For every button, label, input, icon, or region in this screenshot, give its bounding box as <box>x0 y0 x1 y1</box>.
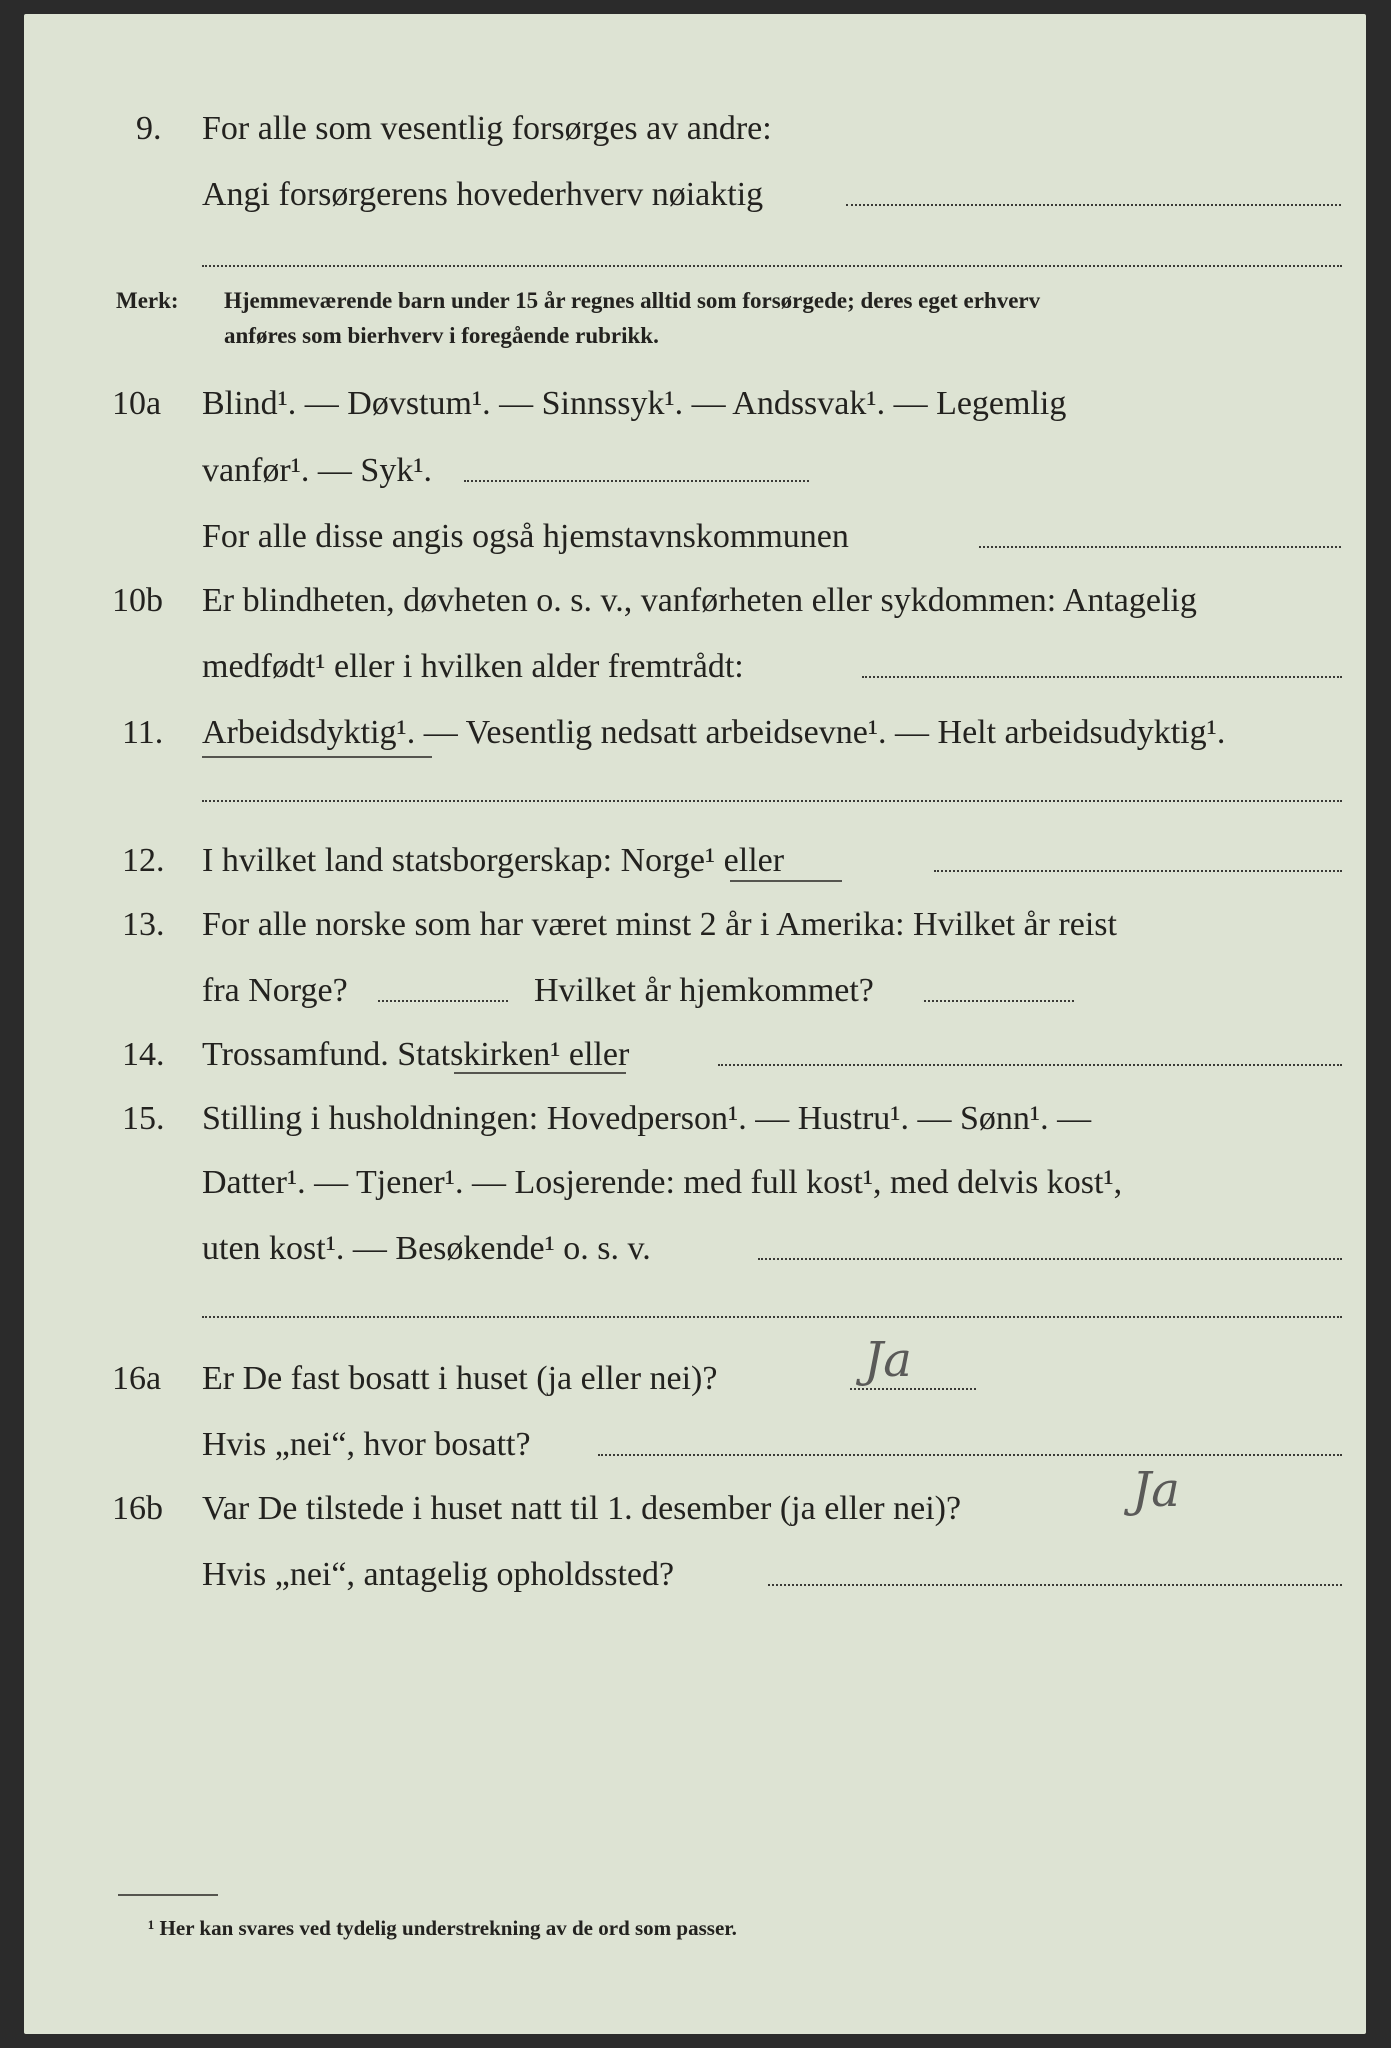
item-number: 16a <box>112 1360 162 1397</box>
answer-line[interactable] <box>924 1000 1074 1002</box>
question-text: medfødt¹ eller i hvilken alder fremtrådt: <box>202 648 744 685</box>
note-label: Merk: <box>116 288 179 313</box>
question-text: Hvis „nei“, antagelig opholdssted? <box>202 1556 675 1593</box>
question-text: fra Norge? <box>202 972 348 1009</box>
footnote: ¹ Her kan svares ved tydelig understrekning av de ord som passer. <box>148 1916 737 1940</box>
answer-line[interactable] <box>202 800 1342 802</box>
footnote-rule <box>118 1894 218 1896</box>
note-text: anføres som bierhverv i foregående rubrikk. <box>224 323 659 348</box>
item-number: 13. <box>122 906 165 943</box>
item-number: 11. <box>122 714 164 751</box>
item-number: 9. <box>136 110 162 147</box>
census-form-page <box>24 14 1366 2034</box>
item-number: 15. <box>122 1100 165 1137</box>
question-text: Blind¹. — Døvstum¹. — Sinnssyk¹. — Andssvak¹. — Legemlig <box>202 385 1067 422</box>
handwritten-underline <box>730 880 842 882</box>
item-number: 12. <box>122 842 165 879</box>
question-text: vanfør¹. — Syk¹. <box>202 452 433 489</box>
answer-line[interactable] <box>979 546 1341 548</box>
answer-line[interactable] <box>768 1584 1342 1586</box>
question-text: Hvilket år hjemkommet? <box>534 972 874 1009</box>
question-text: Er blindheten, døvheten o. s. v., vanførheten eller sykdommen: Antagelig <box>202 582 1197 619</box>
question-text: uten kost¹. — Besøkende¹ o. s. v. <box>202 1230 651 1267</box>
item-number: 14. <box>122 1036 165 1073</box>
question-text: Stilling i husholdningen: Hovedperson¹. — Hustru¹. — Sønn¹. — <box>202 1100 1092 1137</box>
handwritten-underline <box>454 1072 626 1074</box>
handwritten-answer: Ja <box>864 1332 912 1388</box>
answer-line[interactable] <box>718 1064 1342 1066</box>
item-number: 10b <box>112 582 163 619</box>
question-text: Var De tilstede i huset natt til 1. desember (ja eller nei)? <box>202 1490 962 1527</box>
question-text: I hvilket land statsborgerskap: Norge¹ eller <box>202 842 785 879</box>
question-text: Angi forsørgerens hovederhverv nøiaktig <box>202 176 764 213</box>
answer-line[interactable] <box>202 265 1342 267</box>
question-text: Er De fast bosatt i huset (ja eller nei)? <box>202 1360 718 1397</box>
answer-line[interactable] <box>378 1000 508 1002</box>
answer-line[interactable] <box>202 1316 1342 1318</box>
item-number: 16b <box>112 1490 163 1527</box>
answer-line[interactable] <box>464 480 809 482</box>
question-text: Trossamfund. Statskirken¹ eller <box>202 1036 630 1073</box>
answer-line[interactable] <box>850 1388 976 1390</box>
handwritten-answer: Ja <box>1132 1462 1180 1518</box>
answer-line[interactable] <box>758 1258 1342 1260</box>
question-text: For alle som vesentlig forsørges av andre: <box>202 110 772 147</box>
question-text: Arbeidsdyktig¹. — Vesentlig nedsatt arbeidsevne¹. — Helt arbeidsudyktig¹. <box>202 714 1226 751</box>
question-text: For alle norske som har været minst 2 år i Amerika: Hvilket år reist <box>202 906 1117 943</box>
question-text: Datter¹. — Tjener¹. — Losjerende: med full kost¹, med delvis kost¹, <box>202 1164 1123 1201</box>
note-text: Hjemmeværende barn under 15 år regnes alltid som forsørgede; deres eget erhverv <box>224 288 1041 313</box>
answer-line[interactable] <box>598 1454 1342 1456</box>
question-text: Hvis „nei“, hvor bosatt? <box>202 1426 531 1463</box>
answer-line[interactable] <box>934 870 1342 872</box>
answer-line[interactable] <box>862 676 1342 678</box>
answer-line[interactable] <box>846 204 1341 206</box>
handwritten-underline <box>202 756 432 758</box>
item-number: 10a <box>112 385 162 422</box>
question-text: For alle disse angis også hjemstavnskommunen <box>202 518 849 555</box>
